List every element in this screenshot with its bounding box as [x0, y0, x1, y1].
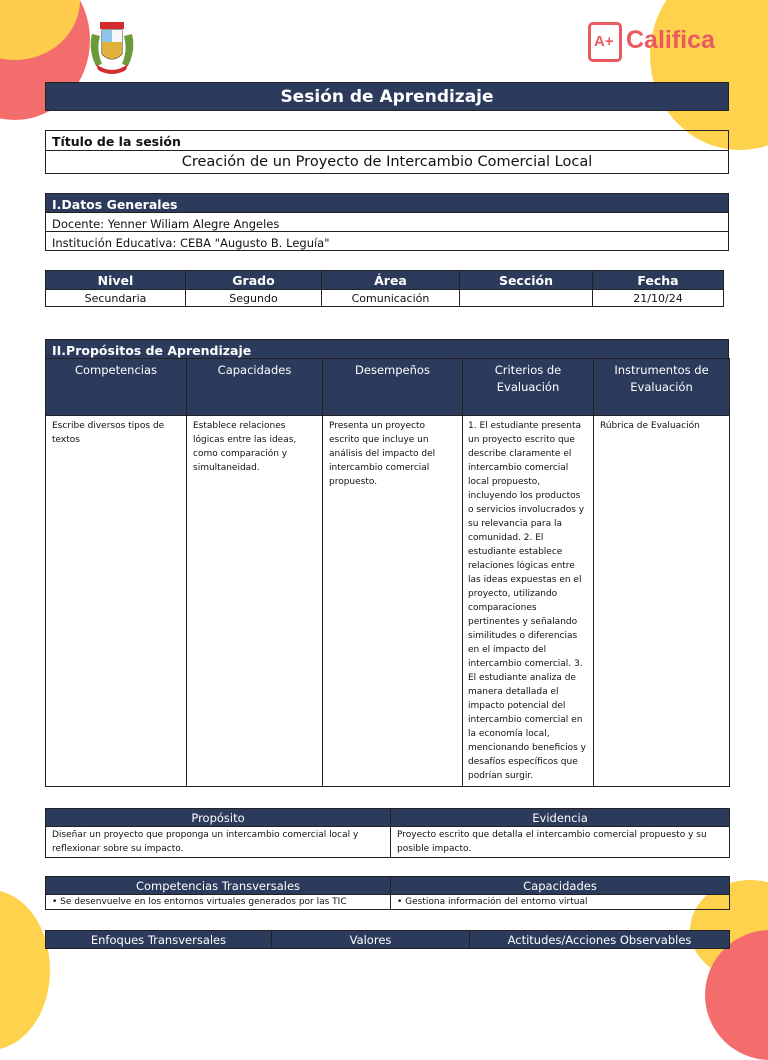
califica-brand-name: Califica [626, 26, 715, 54]
info-value-nivel: Secundaria [46, 290, 186, 307]
transversal-capacity-value: • Gestiona información del entorno virtual [391, 895, 730, 910]
info-header-area: Área [322, 271, 460, 290]
purposes-cell-criterios: 1. El estudiante presenta un proyecto escrito que describe claramente el intercambio comercial local propuesto, incluyendo los productos o servicios involucrados y su relevancia para la comunidad. 2. El estudiante establece relaciones lógicas entre las ideas expuestas en el proyecto, utilizando comparaciones pertinentes y señalando similitudes o diferencias en el impacto del intercambio comercial. 3. El estudiante analiza de manera detallada el impacto potencial del intercambio comercial en la economía local, mencionando beneficios y desafíos específicos que podrían surgir. [463, 416, 594, 787]
info-header-fecha: Fecha [593, 271, 724, 290]
session-title-label: Título de la sesión [52, 134, 181, 149]
info-table [45, 270, 724, 307]
info-value-area: Comunicación [322, 290, 460, 307]
purposes-table [45, 358, 730, 787]
general-data-heading: I.Datos Generales [52, 197, 178, 212]
purposes-heading-bar [45, 339, 729, 359]
purpose-value: Diseñar un proyecto que proponga un intercambio comercial local y reflexionar sobre su impacto. [46, 827, 391, 858]
purpose-header: Propósito [46, 809, 391, 827]
purposes-cell-instrumento: Rúbrica de Evaluación [594, 416, 730, 787]
teacher-name: Docente: Yenner Wiliam Alegre Angeles [52, 217, 280, 231]
purposes-header-competencias: Competencias [46, 359, 187, 416]
general-data-heading-bar [45, 193, 729, 213]
purposes-heading: II.Propósitos de Aprendizaje [52, 343, 252, 358]
purposes-header-capacidades: Capacidades [187, 359, 323, 416]
purposes-header-criterios: Criterios de Evaluación [463, 359, 594, 416]
transversal-competencies-header: Competencias Transversales [46, 877, 391, 895]
info-value-grado: Segundo [186, 290, 322, 307]
coat-of-arms-icon [86, 20, 138, 74]
califica-badge-text: A+ [594, 33, 614, 50]
page-title-bar [45, 82, 729, 111]
info-value-seccion [460, 290, 593, 307]
institution-name: Institución Educativa: CEBA "Augusto B. Leguía" [52, 236, 330, 250]
approaches-table [45, 930, 730, 949]
purposes-header-desempenos: Desempeños [323, 359, 463, 416]
page-title: Sesión de Aprendizaje [280, 87, 494, 107]
session-title-value: Creación de un Proyecto de Intercambio Comercial Local [181, 154, 593, 170]
purposes-cell-competencia: Escribe diversos tipos de textos [46, 416, 187, 787]
values-header: Valores [272, 931, 470, 949]
approaches-header: Enfoques Transversales [46, 931, 272, 949]
session-title-label-row [45, 130, 729, 151]
califica-badge-icon [588, 22, 622, 62]
purposes-header-instrumentos: Instrumentos de Evaluación [594, 359, 730, 416]
transversal-table [45, 876, 730, 910]
califica-logo [588, 22, 728, 62]
session-title-value-row [45, 150, 729, 174]
purposes-cell-desempeno: Presenta un proyecto escrito que incluye un análisis del impacto del intercambio comercial propuesto. [323, 416, 463, 787]
transversal-competency-value: • Se desenvuelve en los entornos virtuales generados por las TIC [46, 895, 391, 910]
evidence-value: Proyecto escrito que detalla el intercambio comercial propuesto y su posible impacto. [391, 827, 730, 858]
institution-row [45, 231, 729, 251]
evidence-header: Evidencia [391, 809, 730, 827]
transversal-capacities-header: Capacidades [391, 877, 730, 895]
info-value-fecha: 21/10/24 [593, 290, 724, 307]
decor-blob-bottom-left-yellow [0, 890, 50, 1050]
info-header-grado: Grado [186, 271, 322, 290]
attitudes-header: Actitudes/Acciones Observables [470, 931, 730, 949]
info-header-nivel: Nivel [46, 271, 186, 290]
info-header-seccion: Sección [460, 271, 593, 290]
teacher-row [45, 212, 729, 232]
purposes-cell-capacidad: Establece relaciones lógicas entre las ideas, como comparación y simultaneidad. [187, 416, 323, 787]
purpose-evidence-table [45, 808, 730, 858]
